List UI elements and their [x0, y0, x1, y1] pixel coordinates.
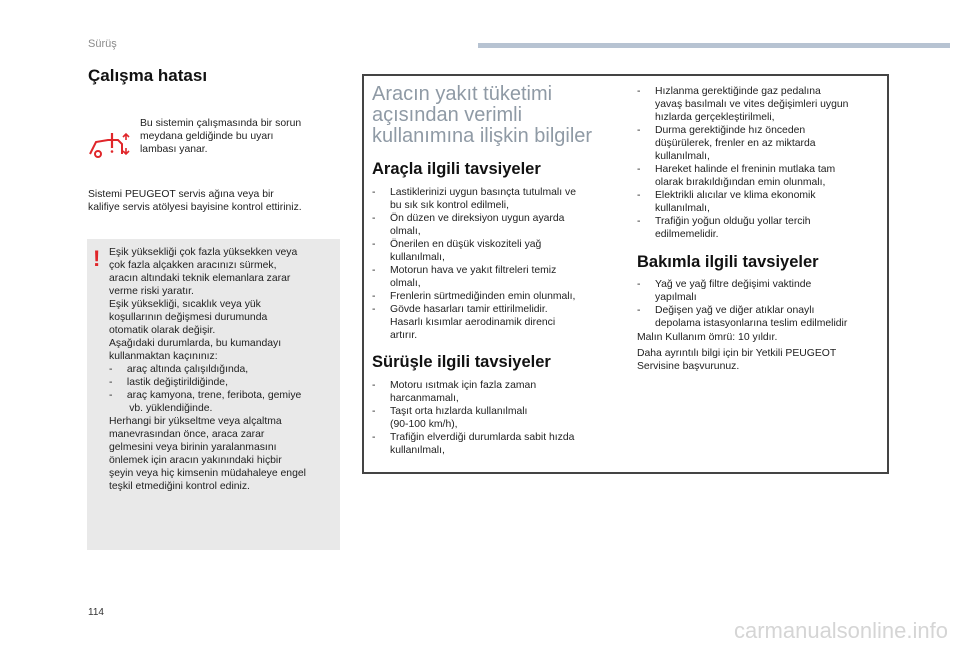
text-line: Daha ayrıntılı bilgi için bir Yetkili PEUGEOT — [637, 348, 837, 359]
list-item — [372, 186, 617, 212]
page-number: 114 — [88, 607, 104, 618]
dash-bullet: - — [372, 406, 376, 417]
list-item-line: artırır. — [390, 330, 418, 341]
list-item-line: kullanılmalı, — [390, 252, 445, 263]
list-item — [372, 379, 617, 405]
service-paragraph — [88, 188, 350, 214]
watermark: carmanualsonline.info — [733, 618, 948, 643]
dash-bullet: - — [637, 164, 641, 175]
warning-line: önlemek için aracın yakınındaki hiçbir — [109, 455, 282, 466]
warning-line: şeyin veya hiç kimsenin müdahaleye engel — [109, 468, 306, 479]
fuel-efficiency-title — [372, 84, 622, 147]
page-title: Çalışma hatası — [88, 66, 208, 85]
dash-bullet: - — [637, 190, 641, 201]
dash-bullet: - — [637, 86, 641, 97]
list-item-line: Frenlerin sürtmediğinden emin olunmalı, — [390, 291, 576, 302]
warning-line: Aşağıdaki durumlarda, bu kumandayı — [109, 338, 282, 349]
text-line: lambası yanar. — [140, 144, 208, 155]
warning-line: otomatik olarak değişir. — [109, 325, 216, 336]
title-line: Aracın yakıt tüketimi — [372, 83, 553, 105]
list-item — [372, 212, 617, 238]
dash-bullet: - — [637, 216, 641, 227]
list-item-line: Değişen yağ ve diğer atıklar onaylı — [655, 305, 815, 316]
list-item-line: Önerilen en düşük viskoziteli yağ — [390, 239, 542, 250]
warning-line: teşkil etmediğini kontrol ediniz. — [109, 481, 250, 492]
list-item — [372, 431, 617, 457]
warning-line: - lastik değiştirildiğinde, — [109, 377, 228, 388]
exclamation-icon: ! — [93, 246, 101, 271]
list-item-line: kullanılmalı, — [655, 151, 710, 162]
warning-line: koşullarının değişmesi durumunda — [109, 312, 268, 323]
warning-line: aracın altındaki teknik elemanlara zarar — [109, 273, 291, 284]
list-item-line: Motorun hava ve yakıt filtreleri temiz — [390, 265, 557, 276]
header-accent-bar — [478, 43, 950, 48]
warning-line: - araç altında çalışıldığında, — [109, 364, 249, 375]
intro-text — [140, 117, 330, 156]
text-line: Bu sistemin çalışmasında bir sorun — [140, 118, 302, 129]
list-item — [637, 124, 882, 163]
list-item — [637, 189, 882, 215]
dash-bullet: - — [372, 187, 376, 198]
warning-line: kullanmaktan kaçınınız: — [109, 351, 218, 362]
list-item-line: Durma gerektiğinde hız önceden — [655, 125, 806, 136]
list-item-line: Motoru ısıtmak için fazla zaman — [390, 380, 537, 391]
warning-line: Eşik yüksekliği çok fazla yüksekken veya — [109, 247, 298, 258]
maintenance-advice-list — [637, 278, 882, 330]
list-item-line: Trafiğin elverdiği durumlarda sabit hızda — [390, 432, 575, 443]
dash-bullet: - — [372, 239, 376, 250]
text-line: kalifiye servis atölyesi bayisine kontrol ettiriniz. — [88, 202, 302, 213]
text-line: Sistemi PEUGEOT servis ağına veya bir — [88, 189, 274, 200]
list-item-line: hızlarda gerçekleştirilmeli, — [655, 112, 775, 123]
warning-line: Herhangi bir yükseltme veya alçaltma — [109, 416, 282, 427]
title-line: kullanımına ilişkin bilgiler — [372, 125, 593, 147]
title-line: açısından verimli — [372, 104, 523, 126]
warning-line: verme riski yaratır. — [109, 286, 194, 297]
dash-bullet: - — [372, 265, 376, 276]
text-line: meydana geldiğinde bu uyarı — [140, 131, 274, 142]
driving-advice-list — [372, 379, 617, 457]
list-item-line: harcanmamalı, — [390, 393, 459, 404]
dash-bullet: - — [372, 213, 376, 224]
list-item — [372, 264, 617, 290]
list-item-line: yavaş basılmalı ve vites değişimleri uygun — [655, 99, 849, 110]
list-item-line: Hasarlı kısımlar aerodinamik direnci — [390, 317, 556, 328]
list-item — [637, 85, 882, 124]
warning-line: çok fazla alçakken aracınızı sürmek, — [109, 260, 277, 271]
list-item-line: düşürülerek, frenler en az miktarda — [655, 138, 816, 149]
list-item-line: Lastiklerinizi uygun basınçta tutulmalı ve — [390, 187, 576, 198]
dash-bullet: - — [637, 305, 641, 316]
maintenance-advice-heading: Bakımla ilgili tavsiyeler — [637, 253, 819, 271]
vehicle-advice-heading: Araçla ilgili tavsiyeler — [372, 160, 541, 178]
list-item — [372, 290, 617, 303]
list-item-line: Taşıt orta hızlarda kullanılmalı — [390, 406, 528, 417]
list-item-line: Elektrikli alıcılar ve klima ekonomik — [655, 190, 816, 201]
list-item-line: (90-100 km/h), — [390, 419, 458, 430]
dash-bullet: - — [372, 291, 376, 302]
vehicle-advice-list — [372, 186, 617, 342]
warning-line: Eşik yüksekliği, sıcaklık veya yük — [109, 299, 261, 310]
list-item-line: Hareket halinde el freninin mutlaka tam — [655, 164, 836, 175]
dash-bullet: - — [637, 125, 641, 136]
list-item-line: edilmemelidir. — [655, 229, 719, 240]
list-item-line: Trafiğin yoğun olduğu yollar tercih — [655, 216, 811, 227]
list-item-line: bu sık sık kontrol edilmeli, — [390, 200, 509, 211]
section-label: Sürüş — [88, 38, 117, 50]
list-item-line: olarak bırakıldığından emin olunmalı, — [655, 177, 826, 188]
list-item-line: olmalı, — [390, 226, 421, 237]
driving-advice-list-continued — [637, 85, 882, 241]
warning-text — [109, 246, 338, 493]
list-item-line: Gövde hasarları tamir ettirilmelidir. — [390, 304, 548, 315]
list-item-line: yapılmalı — [655, 292, 697, 303]
driving-advice-heading: Sürüşle ilgili tavsiyeler — [372, 353, 551, 371]
warning-line: - araç kamyona, trene, feribota, gemiye — [109, 390, 302, 401]
list-item — [637, 304, 882, 330]
warning-line: gelmesini veya birinin yaralanmasını — [109, 442, 277, 453]
dash-bullet: - — [372, 432, 376, 443]
list-item-line: kullanılmalı, — [655, 203, 710, 214]
oil-life-text: Malın Kullanım ömrü: 10 yıldır. — [637, 332, 778, 343]
list-item — [372, 238, 617, 264]
dash-bullet: - — [372, 380, 376, 391]
list-item-line: Yağ ve yağ filtre değişimi vaktinde — [655, 279, 812, 290]
list-item — [637, 163, 882, 189]
list-item-line: Hızlanma gerektiğinde gaz pedalına — [655, 86, 821, 97]
list-item — [637, 278, 882, 304]
suspension-fault-warning-icon — [88, 130, 132, 158]
list-item-line: Ön düzen ve direksiyon uygun ayarda — [390, 213, 565, 224]
dash-bullet: - — [372, 304, 376, 315]
list-item — [372, 303, 617, 342]
more-info-text — [637, 347, 882, 373]
list-item-line: depolama istasyonlarına teslim edilmelidir — [655, 318, 848, 329]
warning-line: vb. yüklendiğinde. — [109, 403, 213, 414]
text-line: Servisine başvurunuz. — [637, 361, 740, 372]
list-item-line: olmalı, — [390, 278, 421, 289]
dash-bullet: - — [637, 279, 641, 290]
warning-line: manevrasından önce, araca zarar — [109, 429, 265, 440]
list-item — [372, 405, 617, 431]
list-item-line: kullanılmalı, — [390, 445, 445, 456]
list-item — [637, 215, 882, 241]
